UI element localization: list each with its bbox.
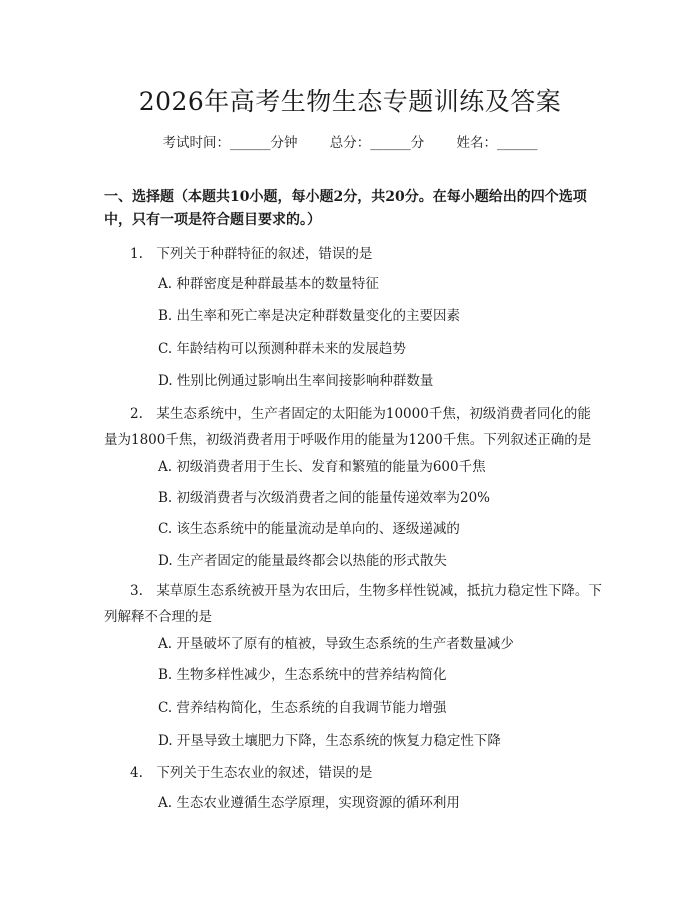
total-score-field: 总分：______分 <box>329 135 425 151</box>
exam-info-line <box>0 131 700 151</box>
question-1-option-b: B. 出生率和死亡率是决定种群数量变化的主要因素 <box>158 308 461 324</box>
question-2-option-a: A. 初级消费者用于生长、发育和繁殖的能量为600千焦 <box>158 459 486 475</box>
question-1-stem: 1. 下列关于种群特征的叙述，错误的是 <box>130 246 373 262</box>
question-1-option-d: D. 性别比例通过影响出生率间接影响种群数量 <box>158 373 434 389</box>
question-3-option-c: C. 营养结构简化，生态系统的自我调节能力增强 <box>158 700 447 716</box>
question-4-option-a: A. 生态农业遵循生态学原理，实现资源的循环利用 <box>158 795 460 811</box>
question-4-stem: 4. 下列关于生态农业的叙述，错误的是 <box>130 765 373 781</box>
question-2-stem: 2. 某生态系统中，生产者固定的太阳能为10000千焦，初级消费者同化的能量为1800千焦，初级消费者用于呼吸作用的能量为1200千焦。下列叙述正确的是 <box>104 406 592 448</box>
question-2-option-c: C. 该生态系统中的能量流动是单向的、逐级递减的 <box>158 521 460 537</box>
student-name-field: 姓名：______ <box>456 135 538 151</box>
question-1-option-a: A. 种群密度是种群最基本的数量特征 <box>158 276 379 292</box>
question-1-option-c: C. 年龄结构可以预测种群未来的发展趋势 <box>158 341 406 357</box>
question-3-stem: 3. 某草原生态系统被开垦为农田后，生物多样性锐减，抵抗力稳定性下降。下列解释不合理的是 <box>104 583 602 625</box>
question-3-option-b: B. 生物多样性减少，生态系统中的营养结构简化 <box>158 667 447 683</box>
question-3-option-a: A. 开垦破坏了原有的植被，导致生态系统的生产者数量减少 <box>158 636 514 652</box>
question-2-option-b: B. 初级消费者与次级消费者之间的能量传递效率为20% <box>158 490 491 506</box>
page-title: 2026年高考生物生态专题训练及答案 <box>138 87 562 116</box>
exam-time-field: 考试时间：______分钟 <box>162 135 298 151</box>
question-3-option-d: D. 开垦导致土壤肥力下降，生态系统的恢复力稳定性下降 <box>158 733 501 749</box>
section-heading: 一、选择题（本题共10小题，每小题2分，共20分。在每小题给出的四个选项中，只有一项是符合题目要求的。） <box>104 189 587 228</box>
question-2-option-d: D. 生产者固定的能量最终都会以热能的形式散失 <box>158 553 447 569</box>
